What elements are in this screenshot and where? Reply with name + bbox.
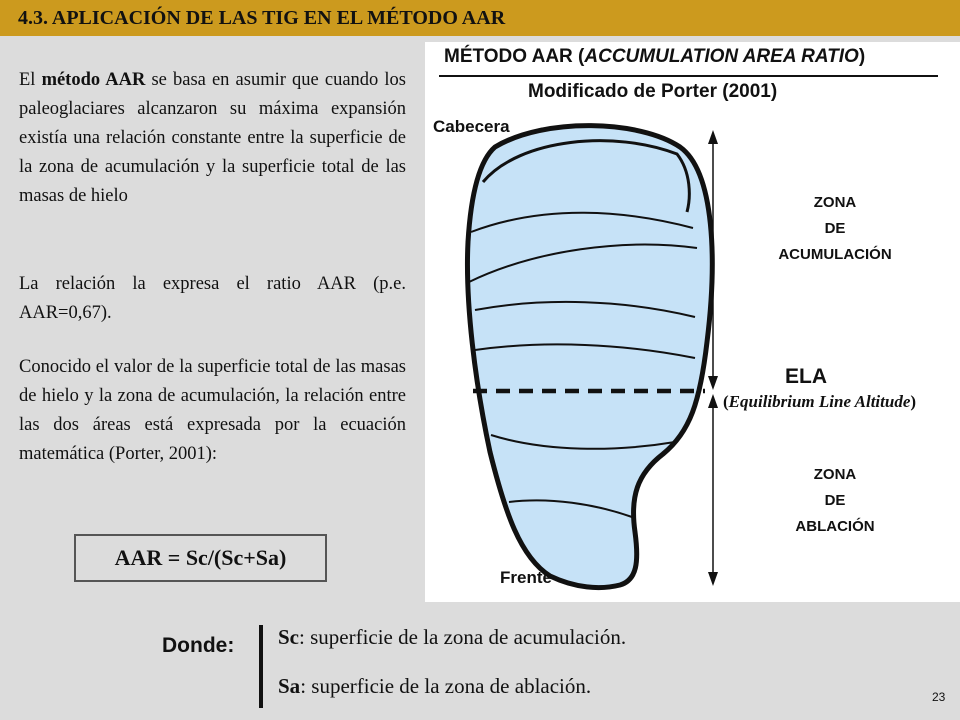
sa-symbol: Sa xyxy=(278,674,301,698)
ela-expansion: Equilibrium Line Altitude xyxy=(728,392,911,411)
sc-description: : superficie de la zona de acumulación. xyxy=(299,625,627,649)
definitions-divider xyxy=(259,625,263,708)
accumulation-line-3: ACUMULACIÓN xyxy=(778,246,892,263)
label-ela: ELA xyxy=(785,365,827,388)
ablation-line-2: DE xyxy=(824,492,846,509)
definition-sc xyxy=(278,625,626,650)
paragraph-definition-start: El xyxy=(19,70,42,90)
diagram-subtitle: Modificado de Porter (2001) xyxy=(528,81,778,102)
term-metodo-aar: método AAR xyxy=(41,70,146,90)
accumulation-arrow-top-head xyxy=(708,130,718,144)
paragraph-equation-intro: Conocido el valor de la superficie total de las masas de hielo y la zona de acumulación, la relación entre las dos áreas está expresada por la ecuación matemática (Porter, 2001): xyxy=(19,357,406,464)
paragraph-definition-rest: se basa en asumir que cuando los paleoglaciares alcanzaron su máxima expansión existía una relación constante entre la superficie de la zona de acumulación y la superficie total de las masas de hielo xyxy=(19,70,406,206)
label-frente: Frente xyxy=(500,568,552,587)
ablation-arrow-top-head xyxy=(708,394,718,408)
ela-paren-open: ( xyxy=(723,392,729,411)
ablation-line-1: ZONA xyxy=(813,466,857,483)
aar-diagram xyxy=(425,42,960,602)
definition-sa xyxy=(278,674,591,699)
label-ablation-zone xyxy=(735,462,935,540)
sc-symbol: Sc xyxy=(278,625,299,649)
sa-description: : superficie de la zona de ablación. xyxy=(300,674,592,698)
formula: AAR = Sc/(Sc+Sa) xyxy=(114,545,287,570)
slide-header xyxy=(0,0,960,36)
ela-paren-close: ) xyxy=(910,392,917,411)
diagram-title-start: MÉTODO AAR ( xyxy=(444,46,585,67)
label-ela-full xyxy=(723,392,916,412)
accumulation-line-1: ZONA xyxy=(813,194,857,211)
ablation-arrow-bottom-head xyxy=(708,572,718,586)
accumulation-line-2: DE xyxy=(824,220,846,237)
page-number: 23 xyxy=(932,690,946,704)
diagram-title-end: ) xyxy=(858,46,866,67)
label-cabecera: Cabecera xyxy=(433,117,510,136)
diagram-title-italic: ACCUMULATION AREA RATIO xyxy=(584,46,859,67)
ablation-line-3: ABLACIÓN xyxy=(795,518,875,535)
glacier-shape xyxy=(467,126,712,588)
paragraph-ratio: La relación la expresa el ratio AAR (p.e. AAR=0,67). xyxy=(19,274,406,323)
paragraph-definition xyxy=(19,66,406,211)
accumulation-arrow-bottom-head xyxy=(708,376,718,390)
formula-box xyxy=(74,534,327,582)
donde-label: Donde: xyxy=(162,634,235,657)
slide-title: 4.3. APLICACIÓN DE LAS TIG EN EL MÉTODO AAR xyxy=(18,7,506,29)
label-accumulation-zone xyxy=(735,190,935,268)
